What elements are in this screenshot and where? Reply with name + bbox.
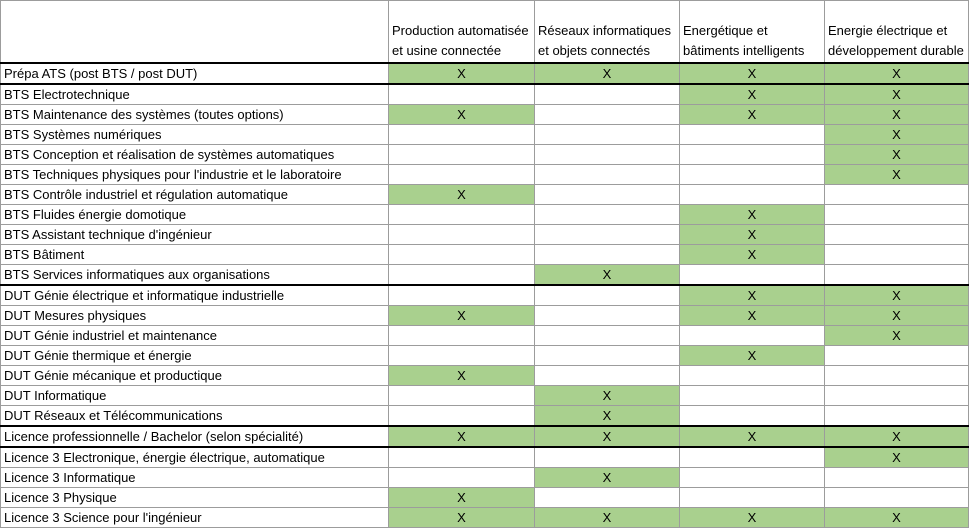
marked-cell: X [389, 185, 535, 205]
marked-cell: X [825, 165, 969, 185]
marked-cell: X [825, 447, 969, 468]
empty-cell [535, 225, 680, 245]
table-row [1, 145, 969, 165]
row-label: Licence 3 Electronique, énergie électrique, automatique [1, 447, 389, 468]
row-label: BTS Conception et réalisation de systèmes automatiques [1, 145, 389, 165]
row-label: BTS Assistant technique d'ingénieur [1, 225, 389, 245]
row-label: BTS Electrotechnique [1, 84, 389, 105]
marked-cell: X [535, 265, 680, 286]
row-label: DUT Génie mécanique et productique [1, 366, 389, 386]
marked-cell: X [535, 508, 680, 528]
empty-cell [535, 306, 680, 326]
empty-cell [389, 386, 535, 406]
table-row [1, 63, 969, 84]
marked-cell: X [825, 125, 969, 145]
marked-cell: X [389, 63, 535, 84]
row-label: DUT Réseaux et Télécommunications [1, 406, 389, 427]
marked-cell: X [680, 84, 825, 105]
empty-cell [389, 326, 535, 346]
empty-cell [535, 84, 680, 105]
marked-cell: X [389, 105, 535, 125]
row-label: DUT Génie thermique et énergie [1, 346, 389, 366]
empty-cell [825, 185, 969, 205]
empty-cell [535, 326, 680, 346]
empty-cell [680, 326, 825, 346]
empty-cell [680, 125, 825, 145]
row-label: BTS Bâtiment [1, 245, 389, 265]
empty-cell [680, 366, 825, 386]
empty-cell [389, 468, 535, 488]
empty-cell [389, 225, 535, 245]
marked-cell: X [680, 306, 825, 326]
marked-cell: X [535, 406, 680, 427]
row-label: Licence professionnelle / Bachelor (selon spécialité) [1, 426, 389, 447]
empty-cell [680, 488, 825, 508]
row-label: DUT Informatique [1, 386, 389, 406]
marked-cell: X [535, 63, 680, 84]
empty-cell [825, 406, 969, 427]
empty-cell [389, 245, 535, 265]
empty-cell [680, 406, 825, 427]
table-row [1, 245, 969, 265]
empty-cell [389, 165, 535, 185]
empty-cell [535, 125, 680, 145]
row-label: BTS Systèmes numériques [1, 125, 389, 145]
empty-cell [389, 125, 535, 145]
row-label: BTS Contrôle industriel et régulation automatique [1, 185, 389, 205]
empty-cell [825, 468, 969, 488]
marked-cell: X [825, 63, 969, 84]
column-header-production: Production automatisée et usine connectée [389, 1, 535, 64]
empty-cell [535, 205, 680, 225]
table-row [1, 326, 969, 346]
table-row [1, 406, 969, 427]
empty-cell [535, 447, 680, 468]
empty-cell [535, 346, 680, 366]
empty-cell [535, 488, 680, 508]
marked-cell: X [535, 386, 680, 406]
marked-cell: X [680, 346, 825, 366]
column-header-energie-electrique: Energie électrique et développement durable [825, 1, 969, 64]
table-row [1, 426, 969, 447]
table-body [1, 63, 969, 528]
marked-cell: X [825, 105, 969, 125]
empty-cell [825, 346, 969, 366]
table-row [1, 84, 969, 105]
empty-cell [389, 285, 535, 306]
empty-cell [680, 185, 825, 205]
row-label: BTS Maintenance des systèmes (toutes options) [1, 105, 389, 125]
empty-cell [535, 105, 680, 125]
empty-cell [389, 406, 535, 427]
table-row [1, 447, 969, 468]
empty-cell [535, 245, 680, 265]
marked-cell: X [825, 285, 969, 306]
empty-cell [389, 205, 535, 225]
empty-cell [389, 265, 535, 286]
marked-cell: X [680, 63, 825, 84]
marked-cell: X [535, 426, 680, 447]
marked-cell: X [389, 508, 535, 528]
table-row [1, 105, 969, 125]
table-row [1, 285, 969, 306]
table-row [1, 508, 969, 528]
row-label: DUT Mesures physiques [1, 306, 389, 326]
marked-cell: X [680, 245, 825, 265]
table-row [1, 386, 969, 406]
table-row [1, 225, 969, 245]
row-label: Prépa ATS (post BTS / post DUT) [1, 63, 389, 84]
empty-cell [389, 84, 535, 105]
marked-cell: X [680, 225, 825, 245]
marked-cell: X [680, 426, 825, 447]
table-row [1, 488, 969, 508]
empty-cell [825, 265, 969, 286]
empty-cell [535, 366, 680, 386]
corner-cell [1, 1, 389, 64]
marked-cell: X [680, 508, 825, 528]
empty-cell [389, 346, 535, 366]
empty-cell [825, 366, 969, 386]
table-row [1, 205, 969, 225]
empty-cell [535, 185, 680, 205]
marked-cell: X [680, 285, 825, 306]
empty-cell [535, 285, 680, 306]
marked-cell: X [825, 145, 969, 165]
marked-cell: X [825, 426, 969, 447]
empty-cell [389, 145, 535, 165]
marked-cell: X [680, 105, 825, 125]
marked-cell: X [389, 366, 535, 386]
marked-cell: X [389, 306, 535, 326]
marked-cell: X [825, 84, 969, 105]
table-row [1, 265, 969, 286]
empty-cell [680, 265, 825, 286]
row-label: Licence 3 Informatique [1, 468, 389, 488]
marked-cell: X [389, 426, 535, 447]
row-label: DUT Génie électrique et informatique industrielle [1, 285, 389, 306]
row-label: Licence 3 Science pour l'ingénieur [1, 508, 389, 528]
table-row [1, 125, 969, 145]
table-row [1, 165, 969, 185]
row-label: BTS Fluides énergie domotique [1, 205, 389, 225]
marked-cell: X [389, 488, 535, 508]
header-row [1, 1, 969, 64]
empty-cell [825, 386, 969, 406]
column-header-reseaux: Réseaux informatiques et objets connectés [535, 1, 680, 64]
empty-cell [680, 447, 825, 468]
marked-cell: X [825, 306, 969, 326]
empty-cell [535, 145, 680, 165]
table-row [1, 366, 969, 386]
empty-cell [389, 447, 535, 468]
empty-cell [825, 225, 969, 245]
empty-cell [680, 468, 825, 488]
table-row [1, 346, 969, 366]
row-label: Licence 3 Physique [1, 488, 389, 508]
empty-cell [680, 386, 825, 406]
row-label: DUT Génie industriel et maintenance [1, 326, 389, 346]
empty-cell [825, 205, 969, 225]
row-label: BTS Techniques physiques pour l'industrie et le laboratoire [1, 165, 389, 185]
empty-cell [825, 245, 969, 265]
empty-cell [680, 145, 825, 165]
column-header-energetique: Energétique et bâtiments intelligents [680, 1, 825, 64]
marked-cell: X [535, 468, 680, 488]
empty-cell [535, 165, 680, 185]
table-row [1, 185, 969, 205]
empty-cell [680, 165, 825, 185]
table-row [1, 306, 969, 326]
row-label: BTS Services informatiques aux organisations [1, 265, 389, 286]
marked-cell: X [825, 508, 969, 528]
table-row [1, 468, 969, 488]
empty-cell [825, 488, 969, 508]
marked-cell: X [825, 326, 969, 346]
marked-cell: X [680, 205, 825, 225]
